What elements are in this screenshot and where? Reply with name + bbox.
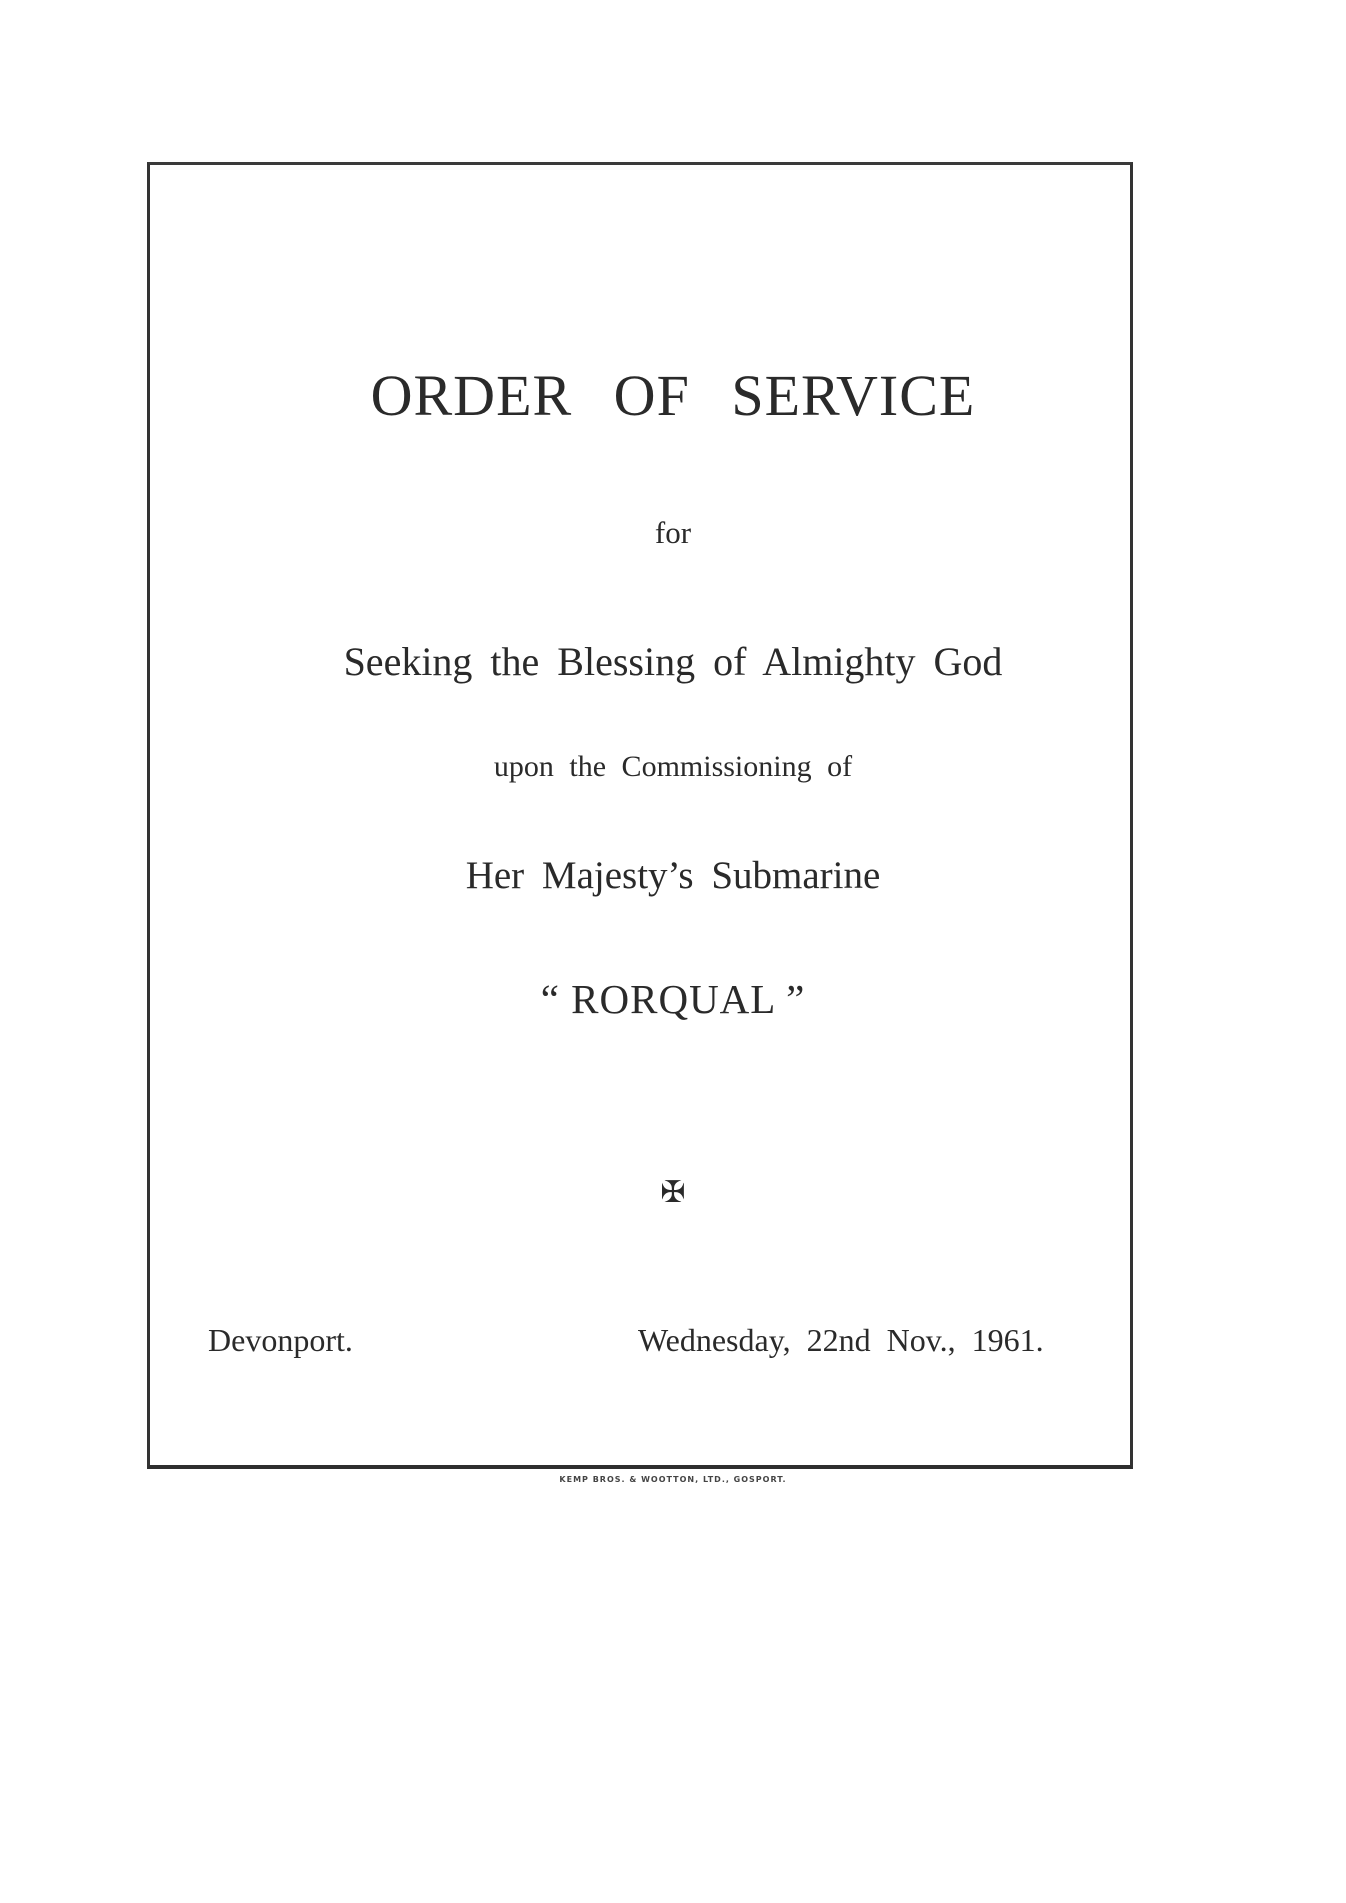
date-text: Wednesday, 22nd Nov., 1961. <box>638 1322 1044 1358</box>
printer-imprint: KEMP BROS. & WOOTTON, LTD., GOSPORT. <box>559 1475 787 1484</box>
purpose-text: Seeking the Blessing of Almighty God <box>343 639 1003 684</box>
vessel-type-text: Her Majesty’s Submarine <box>465 854 881 897</box>
vessel-name: “ RORQUAL ” <box>540 976 806 1022</box>
document-title: ORDER OF SERVICE <box>370 363 976 428</box>
cross-icon: ✠ <box>660 1176 686 1209</box>
place-text: Devonport. <box>208 1322 353 1358</box>
occasion-text: upon the Commissioning of <box>493 750 853 783</box>
page-border <box>147 162 1133 1469</box>
for-text: for <box>654 515 692 550</box>
